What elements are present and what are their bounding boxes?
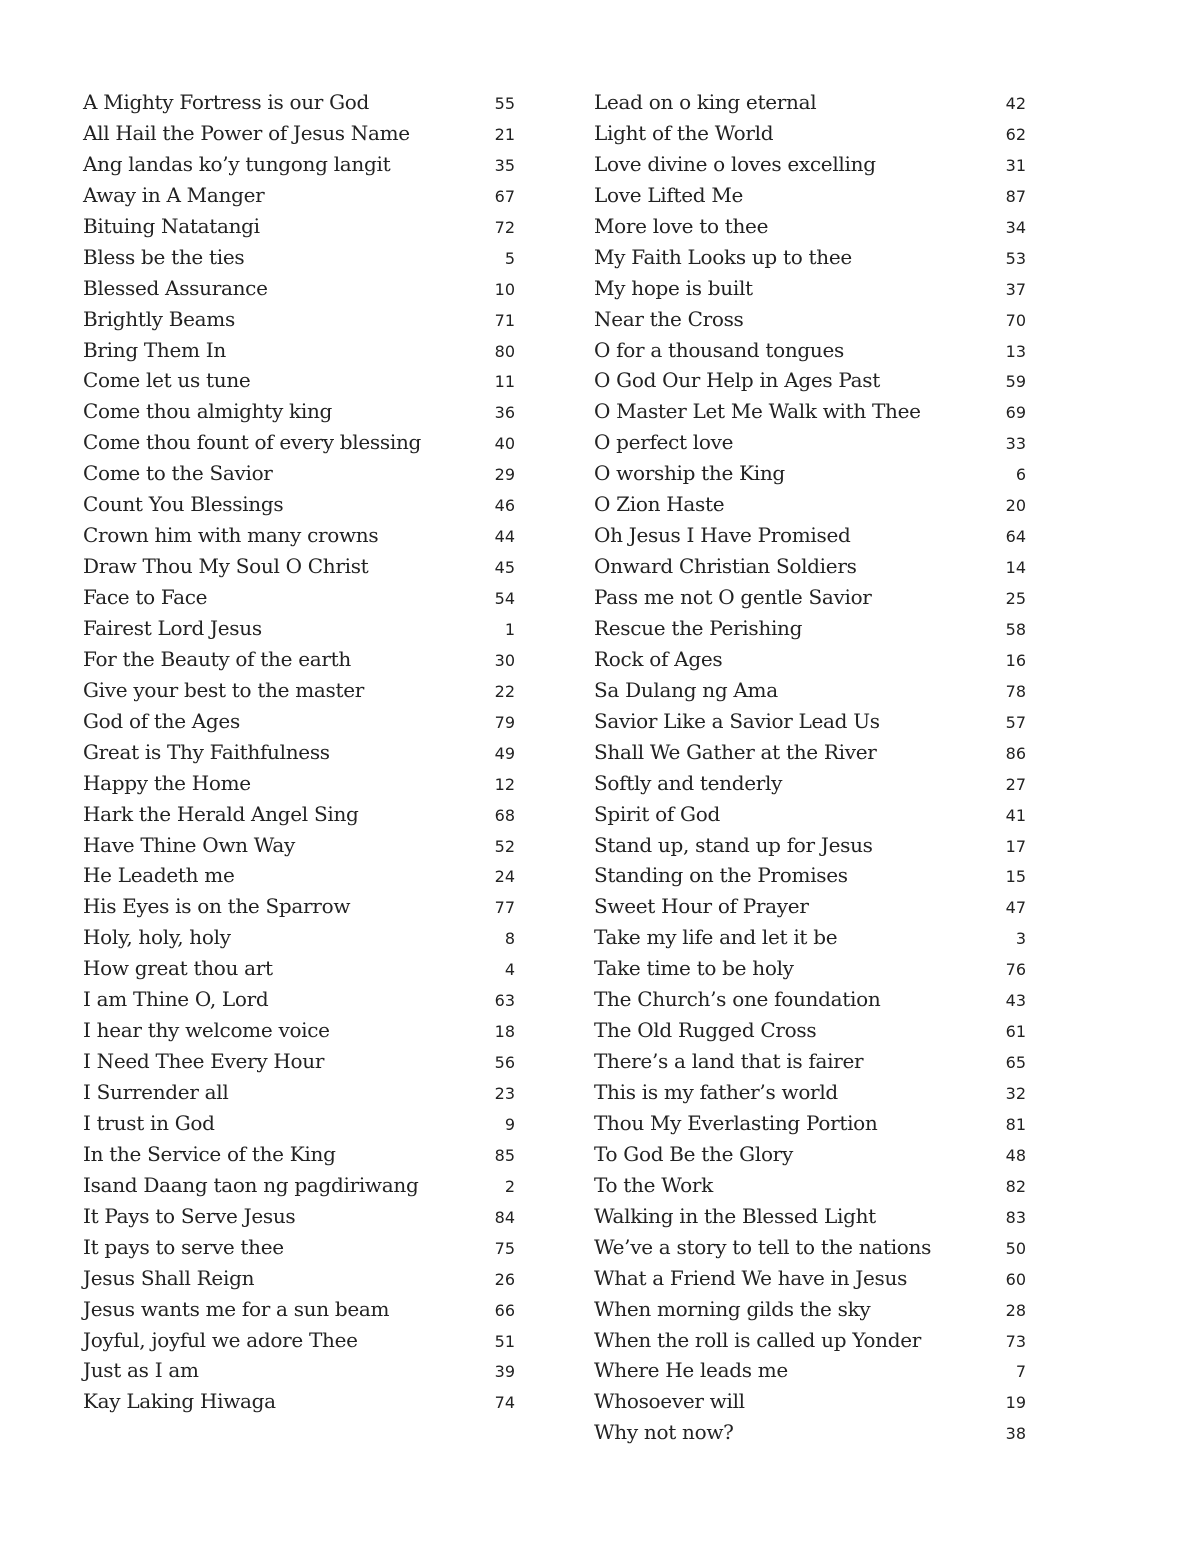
hymn-number: 38 [1005,1424,1026,1444]
hymn-title: Come thou almighty king [83,399,333,424]
hymn-number: 50 [1005,1238,1026,1258]
hymn-entry [594,489,1026,520]
hymn-title: I trust in God [83,1110,215,1135]
hymn-number: 51 [494,1331,515,1351]
hymn-title: Where He leads me [594,1358,788,1383]
hymn-entry [594,737,1026,768]
hymn-entry [594,335,1026,366]
hymn-entry [83,860,515,891]
hymn-number: 13 [1005,341,1026,361]
hymn-number: 31 [1005,155,1026,175]
hymn-title: Love Lifted Me [594,182,744,207]
hymn-title: Whosoever will [594,1389,745,1414]
hymn-number: 62 [1005,124,1026,144]
hymn-title: Why not now? [594,1420,734,1445]
hymn-entry [594,860,1026,891]
hymn-entry [594,211,1026,242]
hymn-entry [83,706,515,737]
hymn-number: 80 [494,341,515,361]
hymn-number: 81 [1005,1114,1026,1134]
hymn-entry [83,582,515,613]
hymn-number: 71 [494,310,515,330]
hymn-title: Give your best to the master [83,677,365,702]
hymn-number: 25 [1005,589,1026,608]
hymn-number: 37 [1005,279,1026,299]
hymn-title: Shall We Gather at the River [594,739,877,764]
hymn-title: I Need Thee Every Hour [83,1049,325,1074]
hymn-entry [594,891,1026,922]
hymn-title: O for a thousand tongues [594,337,845,362]
hymn-entry [594,1077,1026,1108]
hymn-entry [594,1417,1026,1448]
hymn-number: 69 [1005,403,1026,423]
hymn-number: 67 [494,186,515,206]
hymn-number: 1 [504,619,515,639]
hymn-title: Rock of Ages [594,646,723,671]
hymn-number: 33 [1005,434,1026,454]
hymn-entry [594,520,1026,551]
hymn-number: 20 [1005,496,1026,516]
hymn-number: 75 [494,1238,515,1258]
hymn-entry [83,953,515,984]
hymn-title: Light of the World [594,120,774,145]
hymn-number: 83 [1005,1207,1026,1227]
hymn-entry [83,1170,515,1201]
hymn-title: Spirit of God [594,801,720,826]
hymn-entry [83,335,515,366]
hymn-number: 85 [494,1145,515,1165]
hymn-entry [594,87,1026,118]
hymn-title: O worship the King [594,461,785,486]
hymn-title: There’s a land that is fairer [594,1049,864,1074]
hymn-title: Come thou fount of every blessing [83,430,422,455]
hymn-number: 15 [1005,867,1026,887]
hymn-entry [83,87,515,118]
hymn-number: 84 [494,1207,515,1227]
hymn-entry [594,830,1026,861]
hymn-entry [594,984,1026,1015]
hymn-number: 57 [1005,712,1026,732]
hymn-title: Lead on o king eternal [594,90,817,114]
hymn-title: When the roll is called up Yonder [594,1327,922,1352]
hymn-entry [83,891,515,922]
hymn-entry [594,706,1026,737]
hymn-entry [83,180,515,211]
hymn-title: Walking in the Blessed Light [594,1203,876,1228]
hymn-number: 76 [1005,960,1026,980]
hymn-entry [83,520,515,551]
hymn-title: In the Service of the King [83,1141,336,1166]
hymn-entry [83,1015,515,1046]
hymn-title: It pays to serve thee [83,1234,284,1259]
hymn-title: For the Beauty of the earth [83,646,351,671]
hymn-entry [594,675,1026,706]
hymn-title: We’ve a story to tell to the nations [594,1234,932,1259]
hymn-number: 41 [1005,805,1026,825]
hymn-title: Onward Christian Soldiers [594,554,857,579]
hymn-entry [83,675,515,706]
hymn-number: 29 [494,465,515,485]
hymn-entry [83,211,515,242]
hymn-number: 48 [1005,1145,1026,1165]
hymn-title: Ang landas ko’y tungong langit [83,151,391,176]
hymn-entry [83,458,515,489]
hymn-entry [594,799,1026,830]
hymn-number: 45 [494,558,515,578]
hymn-number: 42 [1005,94,1026,113]
hymn-number: 60 [1005,1269,1026,1289]
hymn-title: Face to Face [83,585,208,609]
hymn-title: God of the Ages [83,708,240,733]
hymn-entry [83,365,515,396]
hymn-entry [83,242,515,273]
hymn-number: 82 [1005,1176,1026,1196]
hymn-entry [594,644,1026,675]
hymn-entry [594,551,1026,582]
hymn-title: O Master Let Me Walk with Thee [594,399,921,424]
hymn-entry [594,1015,1026,1046]
hymn-number: 12 [494,774,515,794]
hymn-number: 59 [1005,372,1026,392]
hymn-title: Kay Laking Hiwaga [83,1389,276,1414]
hymn-entry [594,1263,1026,1294]
hymn-index-right-column [594,87,1026,1448]
hymn-title: Take time to be holy [594,956,794,981]
hymn-number: 86 [1005,743,1026,763]
hymn-entry [594,1139,1026,1170]
hymn-number: 70 [1005,310,1026,330]
hymn-number: 40 [494,434,515,454]
hymn-number: 74 [494,1393,515,1413]
hymn-title: Pass me not O gentle Savior [594,585,872,609]
hymn-number: 34 [1005,217,1026,237]
hymn-entry [594,1325,1026,1356]
hymn-number: 56 [494,1053,515,1073]
hymn-title: Sweet Hour of Prayer [594,894,809,919]
hymn-title: A Mighty Fortress is our God [83,90,370,114]
hymn-number: 11 [494,372,515,392]
hymn-title: My Faith Looks up to thee [594,244,852,269]
hymn-entry [594,613,1026,644]
hymn-number: 27 [1005,774,1026,794]
hymn-entry [594,149,1026,180]
hymn-number: 26 [494,1269,515,1289]
hymn-number: 79 [494,712,515,732]
hymn-entry [83,1077,515,1108]
hymn-entry [83,1386,515,1417]
hymn-entry [594,118,1026,149]
hymn-title: All Hail the Power of Jesus Name [83,120,410,145]
hymn-title: Blessed Assurance [83,275,268,300]
hymn-entry [83,1232,515,1263]
hymn-title: Near the Cross [594,306,744,331]
hymn-entry [83,1325,515,1356]
hymn-number: 32 [1005,1084,1026,1103]
hymn-title: Sa Dulang ng Ama [594,677,778,702]
hymn-entry [594,365,1026,396]
hymn-title: Bituing Natatangi [83,213,260,238]
hymn-entry [594,953,1026,984]
hymn-entry [83,149,515,180]
hymn-title: Come let us tune [83,368,251,393]
hymn-number: 10 [494,279,515,299]
hymn-title: His Eyes is on the Sparrow [83,894,351,919]
hymn-number: 52 [494,836,515,856]
hymn-title: Softly and tenderly [594,770,783,795]
hymn-entry [594,458,1026,489]
hymn-entry [594,1170,1026,1201]
hymn-entry [83,118,515,149]
hymn-number: 61 [1005,1022,1026,1042]
hymn-number: 14 [1005,558,1026,578]
hymn-title: Holy, holy, holy [83,925,231,950]
hymn-title: Count You Blessings [83,492,284,517]
hymn-number: 23 [494,1084,515,1103]
hymn-title: When morning gilds the sky [594,1296,871,1321]
hymn-number: 36 [494,403,515,423]
hymn-entry [83,304,515,335]
hymn-title: Away in A Manger [83,182,265,207]
hymn-number: 9 [504,1114,515,1134]
hymn-title: Thou My Everlasting Portion [594,1110,878,1135]
hymn-entry [83,273,515,304]
hymn-title: Have Thine Own Way [83,832,295,857]
hymn-entry [594,1232,1026,1263]
hymn-number: 3 [1015,929,1026,949]
hymn-title: Isand Daang taon ng pagdiriwang [83,1172,419,1197]
hymn-title: Draw Thou My Soul O Christ [83,554,369,579]
hymn-title: Hark the Herald Angel Sing [83,801,359,826]
hymn-entry [594,304,1026,335]
hymn-number: 35 [494,155,515,175]
hymn-entry [83,1046,515,1077]
hymn-number: 49 [494,743,515,763]
hymn-title: The Church’s one foundation [594,987,881,1012]
hymn-title: It Pays to Serve Jesus [83,1203,296,1228]
hymn-entry [83,984,515,1015]
hymn-entry [83,1108,515,1139]
hymn-number: 21 [494,124,515,144]
hymn-entry [83,396,515,427]
hymn-title: He Leadeth me [83,863,235,888]
hymn-number: 73 [1005,1331,1026,1351]
hymn-title: Stand up, stand up for Jesus [594,832,873,857]
hymn-entry [594,1294,1026,1325]
hymn-title: Rescue the Perishing [594,615,803,640]
hymn-number: 68 [494,805,515,825]
hymn-title: Joyful, joyful we adore Thee [83,1327,358,1352]
hymn-entry [594,1046,1026,1077]
hymn-number: 46 [494,496,515,516]
hymn-number: 24 [494,867,515,887]
hymn-title: My hope is built [594,275,753,300]
hymn-title: What a Friend We have in Jesus [594,1265,908,1290]
hymn-title: O God Our Help in Ages Past [594,368,880,393]
hymn-number: 47 [1005,898,1026,918]
hymn-number: 39 [494,1362,515,1382]
hymn-number: 6 [1015,465,1026,485]
hymn-title: Just as I am [83,1358,199,1383]
hymn-entry [594,1355,1026,1386]
hymn-title: Brightly Beams [83,306,235,331]
hymn-number: 53 [1005,248,1026,268]
hymn-entry [83,613,515,644]
hymn-title: Bring Them In [83,337,226,362]
hymn-entry [594,180,1026,211]
hymn-entry [83,1139,515,1170]
hymn-number: 72 [494,217,515,237]
hymn-number: 65 [1005,1053,1026,1073]
hymn-entry [594,273,1026,304]
hymn-title: Fairest Lord Jesus [83,615,262,640]
hymn-entry [83,799,515,830]
hymn-number: 78 [1005,681,1026,701]
hymn-number: 77 [494,898,515,918]
hymn-title: Crown him with many crowns [83,523,379,548]
hymn-title: I am Thine O, Lord [83,987,269,1012]
hymn-entry [83,1355,515,1386]
hymn-entry [83,768,515,799]
hymn-number: 54 [494,589,515,608]
hymn-entry [594,427,1026,458]
hymn-entry [594,922,1026,953]
hymn-number: 64 [1005,527,1026,547]
hymn-entry [83,644,515,675]
hymn-index-left-column [83,87,515,1417]
hymn-title: O perfect love [594,430,734,455]
hymn-number: 44 [494,527,515,547]
hymn-entry [594,1386,1026,1417]
hymn-number: 18 [494,1022,515,1042]
hymn-title: More love to thee [594,213,769,238]
hymn-number: 63 [494,991,515,1011]
hymn-title: How great thou art [83,956,273,981]
hymn-number: 28 [1005,1300,1026,1320]
hymn-title: Bless be the ties [83,244,245,269]
hymn-entry [83,830,515,861]
hymn-number: 2 [504,1176,515,1196]
hymn-title: This is my father’s world [594,1080,838,1104]
hymn-entry [594,768,1026,799]
hymn-entry [83,1294,515,1325]
hymn-number: 43 [1005,991,1026,1011]
hymn-entry [594,1201,1026,1232]
hymn-entry [594,582,1026,613]
hymn-title: Take my life and let it be [594,925,838,950]
hymn-title: O Zion Haste [594,492,725,517]
hymn-entry [83,551,515,582]
hymn-title: To God Be the Glory [594,1141,793,1166]
hymn-entry [83,737,515,768]
hymn-number: 66 [494,1300,515,1320]
hymn-title: Standing on the Promises [594,863,848,888]
hymn-number: 8 [504,929,515,949]
hymn-number: 30 [494,650,515,670]
hymn-entry [594,1108,1026,1139]
hymn-entry [594,242,1026,273]
hymn-number: 19 [1005,1393,1026,1413]
hymn-title: Come to the Savior [83,461,273,486]
hymn-number: 5 [504,248,515,268]
hymn-title: Love divine o loves excelling [594,151,876,176]
hymn-number: 17 [1005,836,1026,856]
hymn-title: Great is Thy Faithfulness [83,739,330,764]
hymn-number: 7 [1015,1362,1026,1382]
hymn-number: 4 [504,960,515,980]
hymn-number: 22 [494,681,515,701]
hymn-title: Savior Like a Savior Lead Us [594,708,880,733]
hymn-entry [83,1263,515,1294]
hymn-title: Happy the Home [83,770,251,795]
hymn-title: Oh Jesus I Have Promised [594,523,851,548]
hymn-number: 87 [1005,186,1026,206]
hymn-entry [83,427,515,458]
hymn-number: 16 [1005,650,1026,670]
hymn-title: Jesus wants me for a sun beam [83,1296,390,1321]
hymn-number: 55 [494,94,515,113]
hymn-title: I hear thy welcome voice [83,1018,330,1043]
hymn-title: The Old Rugged Cross [594,1018,817,1043]
hymn-number: 58 [1005,619,1026,639]
hymn-entry [83,1201,515,1232]
hymn-entry [83,922,515,953]
hymn-title: I Surrender all [83,1080,229,1104]
hymn-title: To the Work [594,1172,713,1197]
hymn-title: Jesus Shall Reign [83,1265,255,1290]
hymn-entry [83,489,515,520]
hymn-entry [594,396,1026,427]
